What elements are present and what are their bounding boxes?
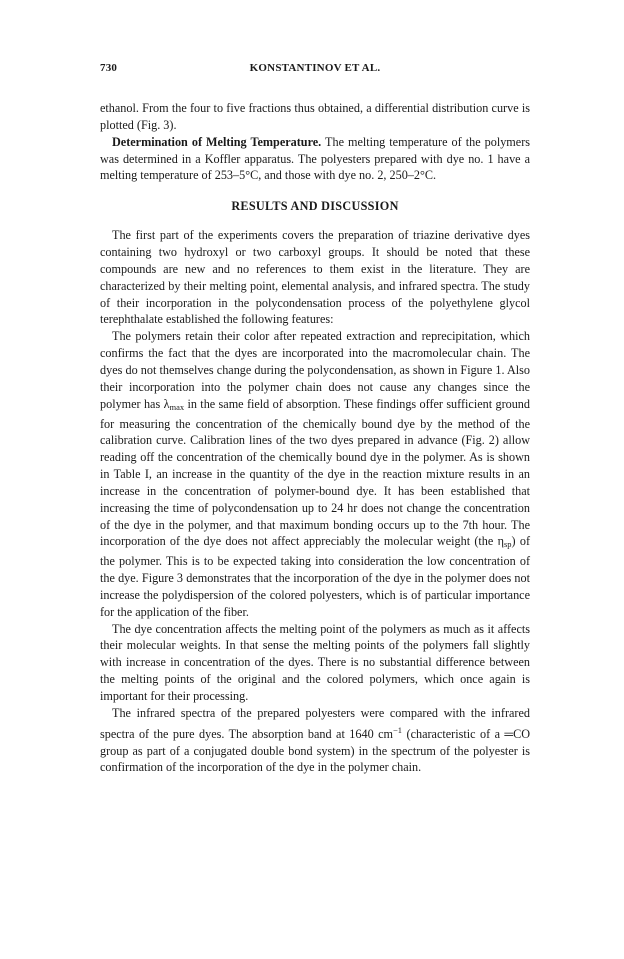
paragraph-polymers-retain-color [100, 328, 530, 620]
paragraph-text: The melting temperature of the polymers was determined in a Koffler apparatus. The polyesters prepared with dye no. 1 have a melting temperature of 253–5°C, and those with dye no. 2, 250–2°C. [100, 134, 530, 183]
paragraph-melting-point [100, 621, 530, 705]
paragraph-text: in the same field of absorption. These findings offer sufficient ground for measuring the concentration of the chemically bound dye by the method of the calibration curve. Calibration lines of the two dyes prepared in advance (Fig. 2) allow reading off the concentration of the chemically bound dye in the polymer. As is shown in Table I, an increase in the quantity of the dye in the reaction mixture results in an increase in the concentration of polymer-bound dye. It has been established that increasing the time of polycondensation up to 24 hr does not change the concentration of the dye in the polymer, and that maximum bonding occurs up to the 7th hour. The incorporation of the dye does not affect appreciably the molecular weight (the η [100, 396, 530, 549]
paragraph-text: The polymers retain their color after repeated extraction and reprecipitation, which confirms the fact that the dyes are incorporated into the macromolecular chain. The dyes do not themselves change during the polycondensation, as shown in Figure 1. Also their incorporation into the polymer chain does not cause any changes since the polymer has λ [100, 329, 530, 411]
page-number: 730 [100, 62, 118, 74]
paragraph-text: The first part of the experiments covers the preparation of triazine derivative dyes containing two hydroxyl or two carboxyl groups. It should be noted that these compounds are new and no references to them exist in the literature. They are characterized by their melting point, elemental analysis, and infrared spectra. The study of their incorporation in the polycondensation process of the polyethylene glycol terephthalate established the following features: [100, 228, 530, 327]
lambda-subscript: max [169, 401, 185, 412]
running-head [100, 62, 530, 80]
wavenumber-superscript: −1 [393, 724, 403, 735]
body-text [100, 100, 530, 776]
eta-subscript: sp [503, 539, 512, 550]
paragraph-melting-temperature [100, 134, 530, 185]
paragraph-first-part [100, 227, 530, 328]
paragraph-text: ) of the polymer. This is to be expected taking into consideration the low concentration of the dye. Figure 3 demonstrates that the incorporation of the dye in the polymer does not increase the polydispersion of the colored polyesters, which is of particular importance for the application of the fiber. [100, 534, 530, 619]
paragraph-text: ethanol. From the four to five fractions thus obtained, a differential distribution curve is plotted (Fig. 3). [100, 101, 530, 132]
paragraph-infrared-spectra [100, 705, 530, 776]
paragraph-text: The infrared spectra of the prepared polyesters were compared with the infrared spectra of the pure dyes. The absorption band at 1640 cm [100, 705, 530, 741]
page [100, 62, 530, 776]
running-title: KONSTANTINOV ET AL. [249, 62, 381, 74]
paragraph-text: (characteristic of a ═CO group as part of a conjugated double bond system) in the spectrum of the polyester is confirmation of the incorporation of the dye in the polymer chain. [100, 726, 530, 775]
run-in-heading: Determination of Melting Temperature. [112, 134, 322, 149]
section-heading: RESULTS AND DISCUSSION [231, 199, 399, 214]
paragraph-continuation [100, 100, 530, 134]
paragraph-text: The dye concentration affects the melting point of the polymers as much as it affects their molecular weights. In that sense the melting points of the polymers fall slightly with increase in concentration of the dyes. There is no substantial difference between the melting points of the original and the colored polymers, which once again is important for their processing. [100, 621, 530, 703]
